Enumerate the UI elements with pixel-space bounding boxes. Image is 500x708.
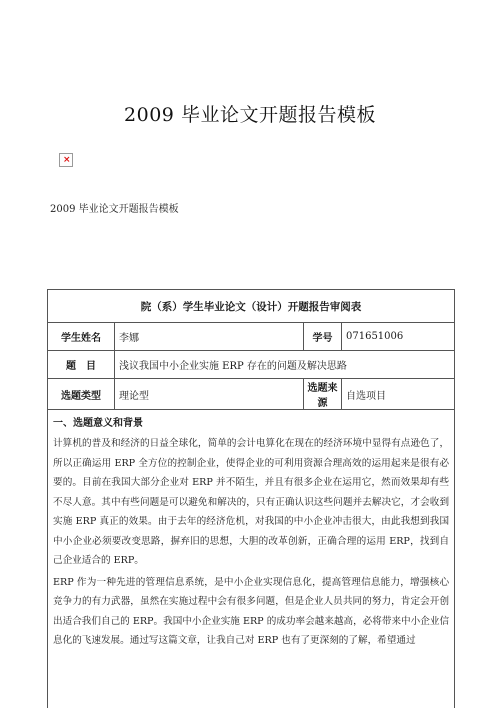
broken-image-x: ×	[63, 155, 71, 165]
topic-source-label: 选题来源	[304, 379, 342, 410]
student-info-row	[48, 323, 455, 351]
section1-heading: 一、选题意义和背景	[53, 418, 143, 429]
topic-label: 题 目	[48, 351, 115, 379]
topic-type-row	[48, 379, 455, 410]
review-form-table	[47, 289, 455, 708]
section-row	[48, 410, 455, 708]
section1-paragraph-1: 计算机的普及和经济的日益全球化，简单的会计电算化在现在的经济环境中显得有点逊色了，所以正确运用 ERP 全方位的控制企业，使得企业的可利用资源合理高效的运用起来是很有必要的。目前在我国大部分企业对 ERP 并不陌生，并且有很多企业在运用它，然而效果却有些不尽人意。其中有些问题是可以避免和解决的，只有正确认识这些问题并去解决它，才会收到实施 ERP 真正的效果。由于去年的经济危机，对我国的中小企业冲击很大，由此我想到我国中小企业必须要改变思路，摒弃旧的思想，大胆的改革创新，正确合理的运用 ERP，找到自己企业适合的 ERP。	[53, 438, 450, 566]
topic-source-value: 自选项目	[342, 379, 455, 410]
section-cell	[48, 410, 455, 708]
student-name-value: 李娜	[115, 323, 304, 351]
topic-type-value: 理论型	[115, 379, 304, 410]
topic-value: 浅议我国中小企业实施 ERP 存在的问题及解决思路	[115, 351, 455, 379]
document-title: 2009 毕业论文开题报告模板	[124, 104, 376, 126]
topic-row	[48, 351, 455, 379]
document-subtitle: 2009 毕业论文开题报告模板	[50, 204, 179, 215]
broken-image-icon	[59, 153, 73, 167]
topic-type-label: 选题类型	[48, 379, 115, 410]
student-id-value: 071651006	[342, 323, 455, 351]
student-id-label: 学号	[304, 323, 342, 351]
student-name-label: 学生姓名	[48, 323, 115, 351]
section1-paragraph-2: ERP 作为一种先进的管理信息系统，是中小企业实现信息化，提高管理信息能力，增强核心竞争力的有力武器，虽然在实施过程中会有很多问题，但是企业人员共同的努力，肯定会开创出适合我们自己的 ERP。我国中小企业实施 ERP 的成功率会越来越高，必将带来中小企业信息化的飞速发展。通过写这篇文章，让我自己对 ERP 也有了更深刻的了解，希望通过	[53, 576, 450, 646]
form-caption: 院（系）学生毕业论文（设计）开题报告审阅表	[48, 290, 455, 323]
